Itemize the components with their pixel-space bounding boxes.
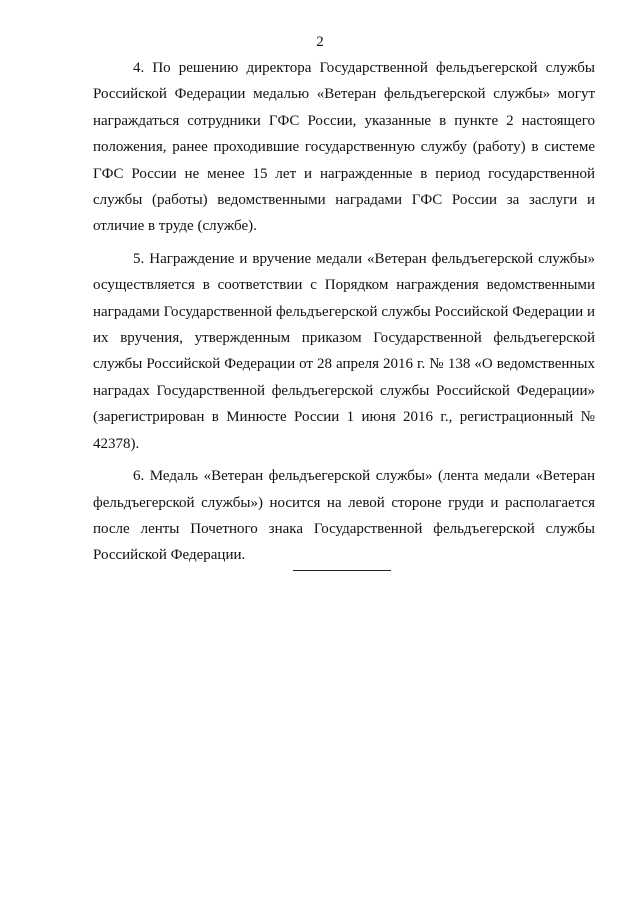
paragraph-4: 4. По решению директора Государственной фельдъегерской службы Российской Федерации медалью «Ветеран фельдъегерской службы» могут награждаться сотрудники ГФС России, указанные в пункте 2 настоящего положения, ранее проходившие государственную службу (работу) в системе ГФС России не менее 15 лет и награжденные в период государственной службы (работы) ведомственными наградами ГФС России за заслуги и отличие в труде (службе). [93,60,595,235]
paragraph-5: 5. Награждение и вручение медали «Ветеран фельдъегерской службы» осуществляется в соответствии с Порядком награждения ведомственными наградами Государственной фельдъегерской службы Российской Федерации и их вручения, утвержденным приказом Государственной фельдъегерской службы Российской Федерации от 28 апреля 2016 г. № 138 «О ведомственных наградах Государственной фельдъегерской службы Российской Федерации» (зарегистрирован в Минюсте России 1 июня 2016 г., регистрационный № 42378). [93,250,595,452]
end-separator-line [293,570,391,571]
page-number: 2 [316,34,324,50]
paragraph-6: 6. Медаль «Ветеран фельдъегерской службы» (лента медали «Ветеран фельдъегерской службы») носится на левой стороне груди и располагается после ленты Почетного знака Государственной фельдъегерской службы Российской Федерации. [93,468,595,564]
document-body [93,55,595,575]
